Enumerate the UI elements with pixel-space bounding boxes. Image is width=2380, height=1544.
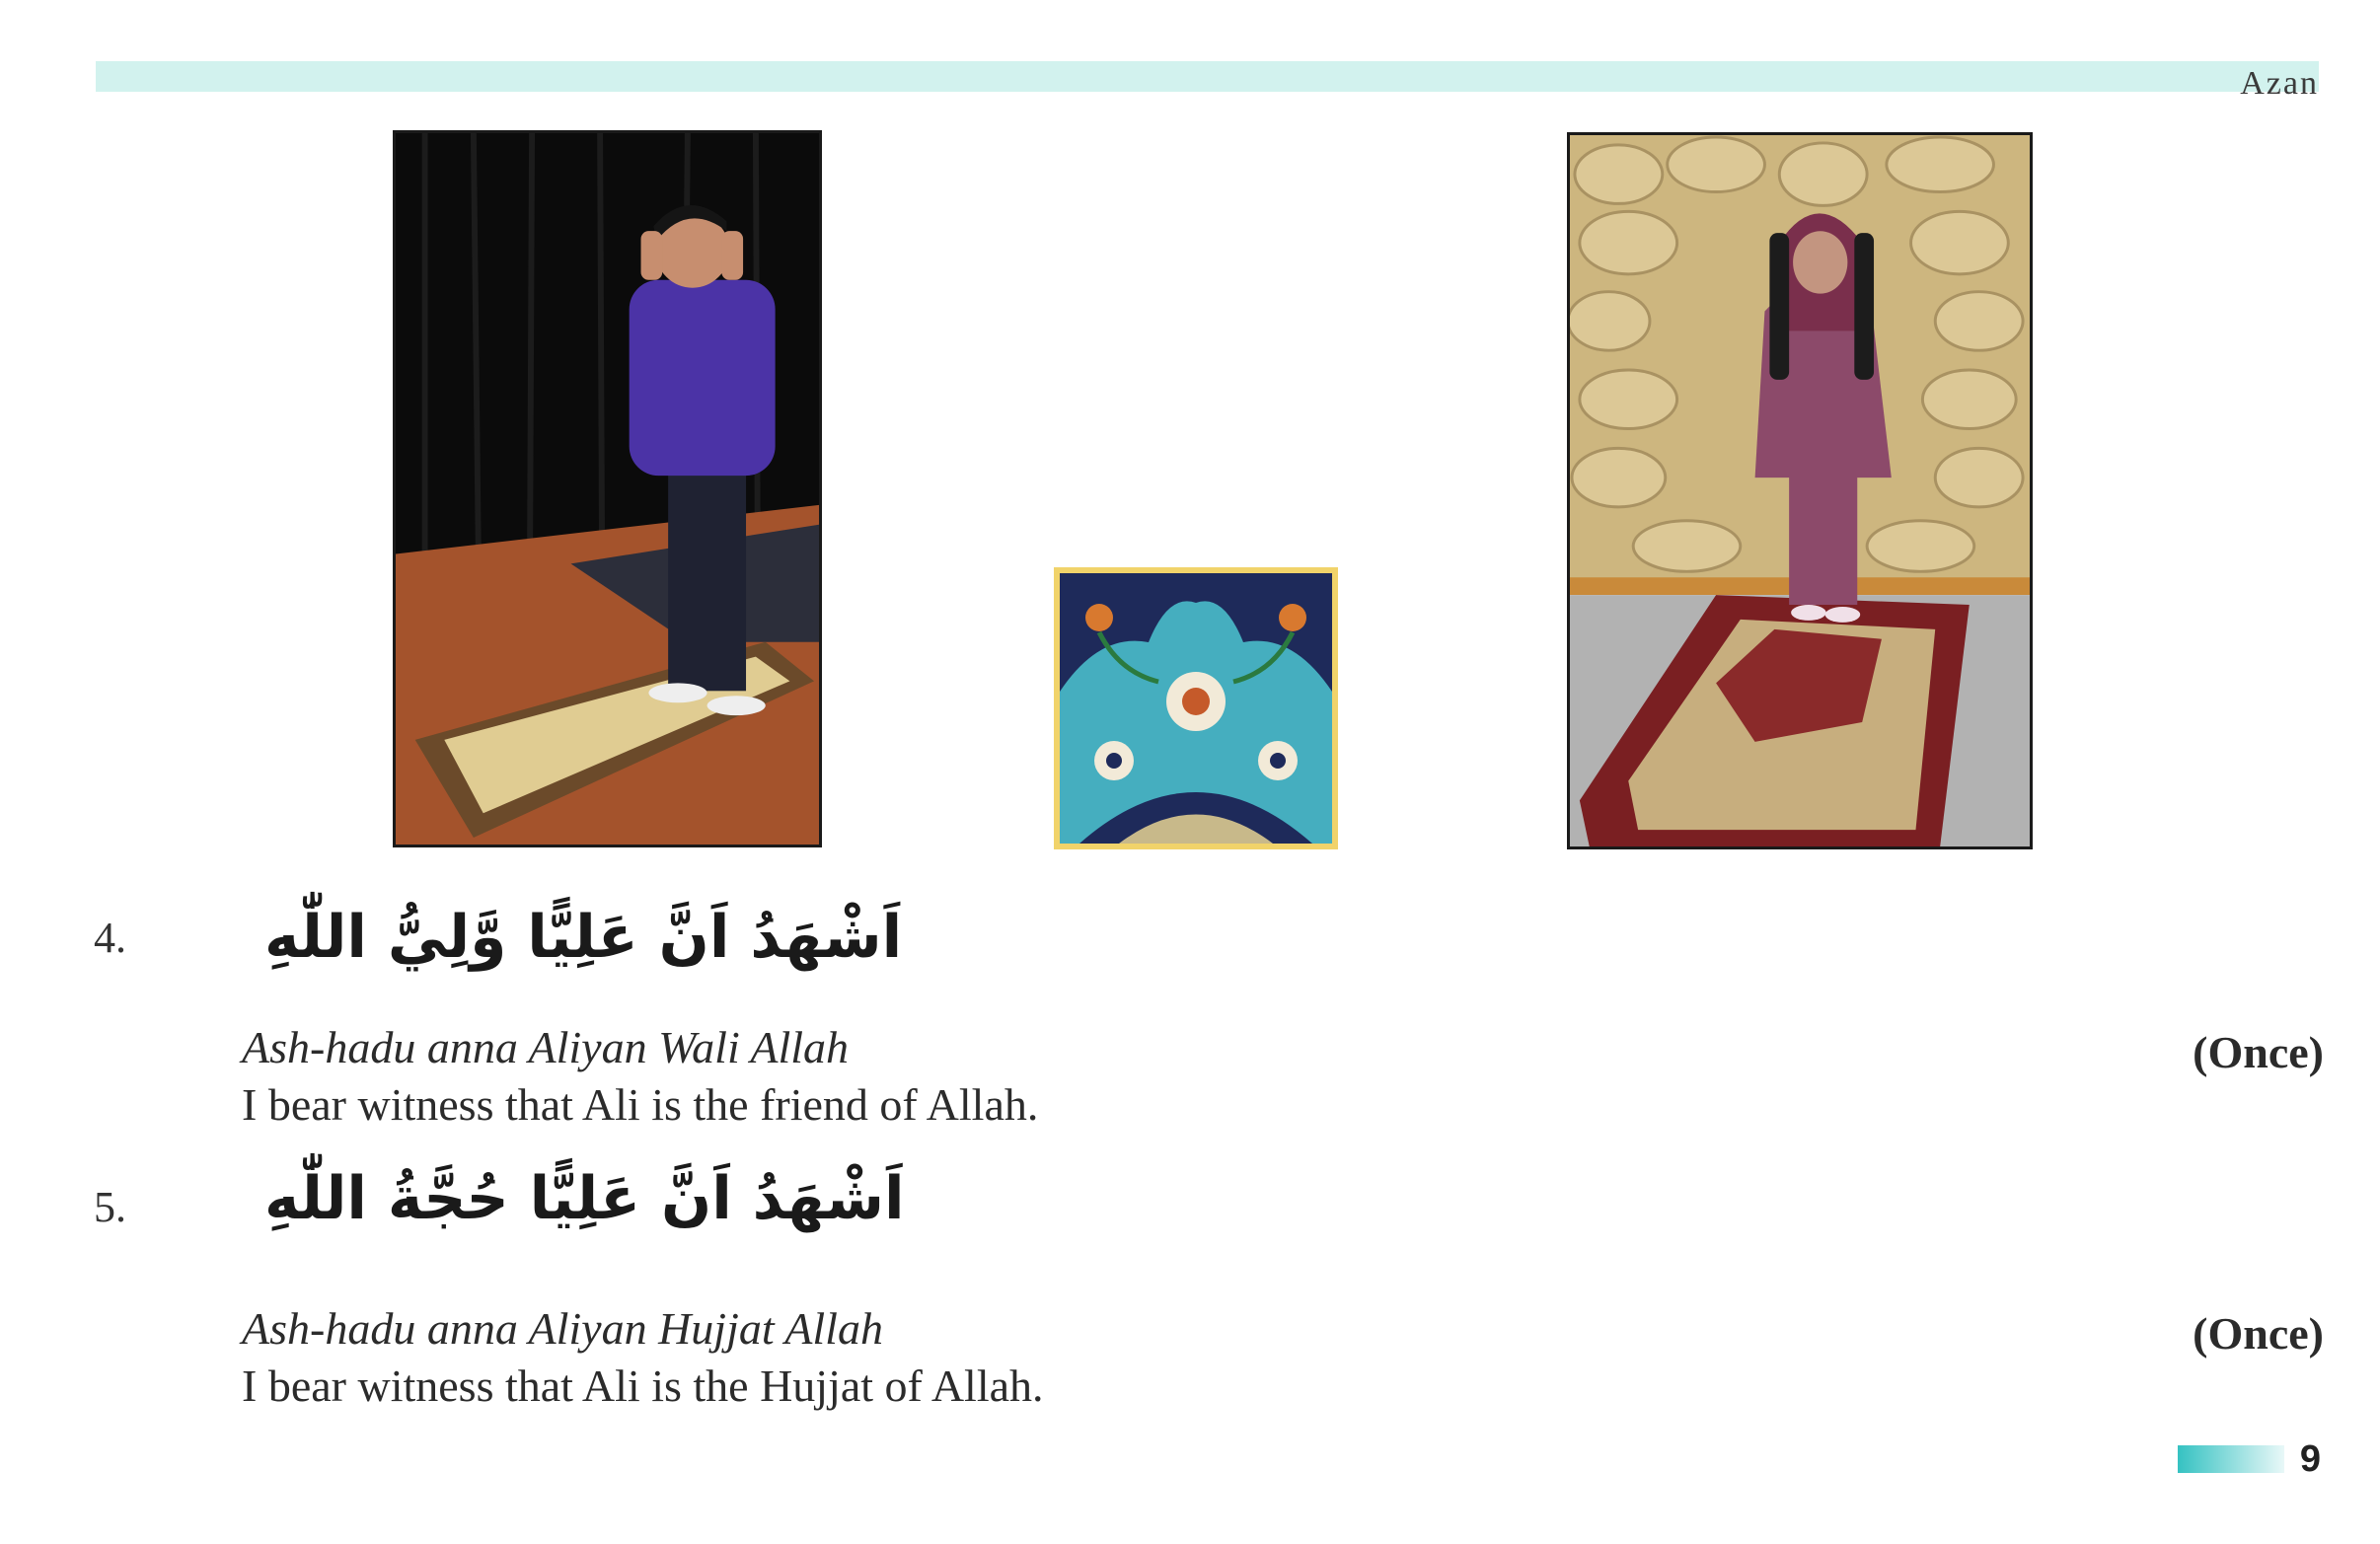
repeat-count: (Once) [2193, 1027, 2324, 1077]
page-number-bar [2178, 1445, 2284, 1473]
header-band [96, 61, 2319, 92]
chapter-title: Azan [2240, 65, 2319, 102]
translation: I bear witness that Ali is the Hujjat of Allah. [242, 1360, 1044, 1411]
translation: I bear witness that Ali is the friend of Allah. [242, 1079, 1039, 1130]
decorative-tile [1054, 567, 1338, 849]
transliteration: Ash-hadu anna Aliyan Hujjat Allah [242, 1303, 883, 1354]
transliteration: Ash-hadu anna Aliyan Wali Allah [242, 1022, 850, 1072]
boy-praying-photo [393, 130, 822, 847]
item-number: 5. [94, 1183, 126, 1231]
page-number: 9 [2299, 1438, 2321, 1480]
arabic-text: اَشْهَدُ اَنَّ عَلِيًّا حُجَّةُ اللّٰهِ [264, 1164, 905, 1233]
girl-praying-photo [1567, 132, 2033, 849]
repeat-count: (Once) [2193, 1308, 2324, 1359]
arabic-text: اَشْهَدُ اَنَّ عَلِيًّا وَّلِيُّ اللّٰهِ [264, 903, 903, 972]
item-number: 4. [94, 914, 126, 962]
